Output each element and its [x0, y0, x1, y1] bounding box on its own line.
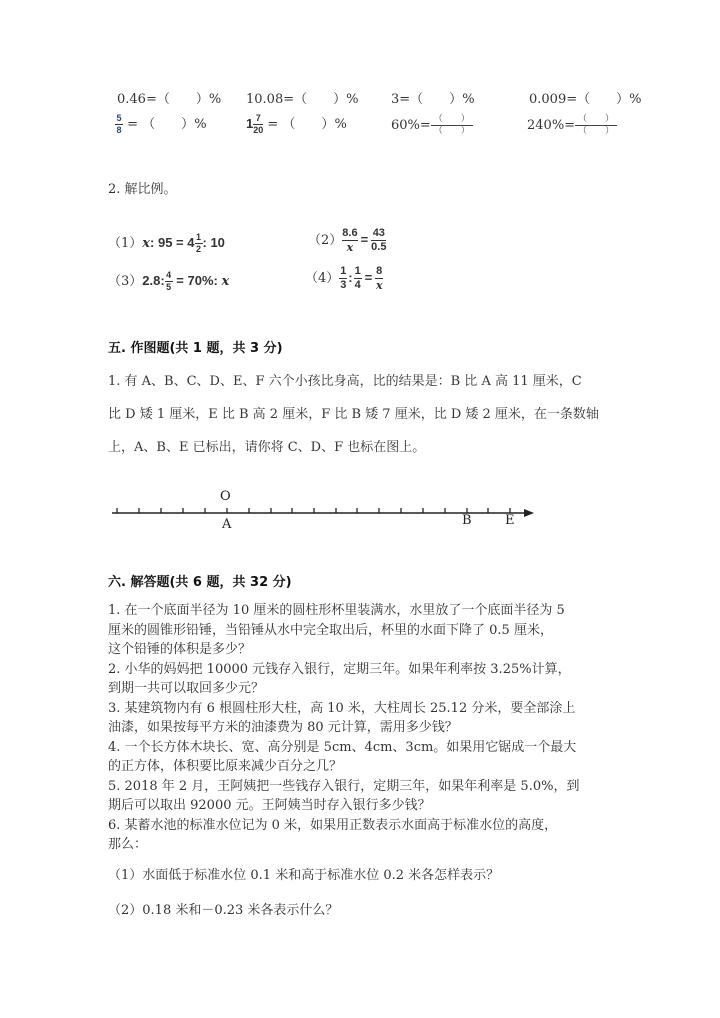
question-line: 到期一共可以取回多少元？	[108, 681, 265, 696]
unit: %	[629, 92, 642, 107]
question-line: 1. 在一个底面半径为 10 厘米的圆柱形杯里装满水，水里放了一个底面半径为 5	[108, 603, 565, 618]
question-line: 5. 2018 年 2 月，王阿姨把一些钱存入银行，定期三年，如果年利率是 5.0%，到	[108, 778, 580, 794]
conversion-item-3	[391, 88, 475, 107]
answer-blank[interactable]: （ ）	[156, 92, 209, 107]
expr: 3=	[391, 92, 411, 107]
question-line: 2. 小华的妈妈把 10000 元钱存入银行，定期三年。如果年利率按 3.25%计算，	[108, 661, 571, 677]
section-title-drawing: 五. 作图题(共 1 题，共 3 分)	[108, 341, 283, 356]
point-label-e: E	[505, 513, 515, 528]
answer-blank[interactable]: （ ）	[294, 92, 347, 107]
sub-question-2: （2）0.18 米和－0.23 米各表示什么？	[108, 903, 339, 918]
expr: 0.009=	[529, 92, 578, 107]
origin-label: O	[220, 489, 231, 504]
question-line: 4. 一个长方体木块长、宽、高分别是 5cm、4cm、3cm。如果用它锯成一个最大	[108, 739, 577, 755]
expr: 10.08=	[246, 92, 295, 107]
unit: %	[346, 92, 359, 107]
proportion-item-2: （2） $\frac{8.6}{x}$ = $\frac{43}{0.5}$	[308, 227, 387, 254]
section5-question-line-1: 1. 有 A、B、C、D、E、F 六个小孩比身高，比的结果是：B 比 A 高 11 厘米，C	[108, 374, 582, 389]
point-label-b: B	[462, 513, 472, 528]
conversion-item-7: 60%= （ ） （ ）	[391, 115, 473, 136]
question-line: 的正方体，体积要比原来减少百分之几？	[108, 759, 343, 774]
question-line: 6. 某蓄水池的标准水位记为 0 米，如果用正数表示水面高于标准水位的高度，	[108, 817, 558, 833]
question-line: 那么：	[108, 837, 148, 852]
proportion-item-1: （1）x: 95 = 4 $\frac{1}{2}$ : 10	[108, 232, 225, 254]
question-line: 期后可以取出 92000 元。王阿姨当时存入银行多少钱？	[108, 798, 431, 813]
answer-blank[interactable]: （ ）	[577, 92, 630, 107]
answer-fraction-blank[interactable]: （ ） （ ）	[575, 115, 617, 136]
answer-fraction-blank[interactable]: （ ） （ ）	[431, 115, 473, 136]
proportion-item-3: （3）2.8: $\frac{4}{5}$ = 70%: x	[108, 270, 230, 292]
conversion-item-6: 1 $\frac{7}{20}$ = （ ）%	[246, 113, 347, 135]
section5-question-line-3: 上，A、B、E 已标出，请你将 C、D、F 也标在图上。	[108, 440, 426, 455]
conversion-item-4	[529, 88, 641, 107]
section6-questions	[108, 601, 579, 855]
question-line: 这个铅锤的体积是多少？	[108, 642, 252, 657]
sub-question-1: （1）水面低于标准水位 0.1 米和高于标准水位 0.2 米各怎样表示？	[108, 868, 500, 883]
conversion-item-2	[246, 88, 358, 107]
conversion-item-8: 240%= （ ） （ ）	[527, 115, 617, 136]
point-label-a: A	[222, 517, 232, 532]
section-title-answers: 六. 解答题(共 6 题，共 32 分)	[108, 575, 292, 590]
question-line: 油漆，如果按每平方米的油漆费为 80 元计算，需用多少钱？	[108, 720, 458, 735]
expr: 0.46=	[117, 92, 157, 107]
section5-question-line-2: 比 D 矮 1 厘米，E 比 B 高 2 厘米，F 比 B 矮 7 厘米，比 D 矮 2 厘米，在一条数轴	[108, 407, 599, 422]
question-line: 厘米的圆锥形铅锤，当铅锤从水中完全取出后，杯里的水面下降了 0.5 厘米，	[108, 622, 553, 638]
conversion-item-5: $\frac{5}{8}$ = （ ）%	[116, 113, 207, 135]
fraction: $\frac{7}{20}$	[253, 113, 264, 135]
answer-blank[interactable]: （ ）	[142, 117, 195, 132]
question-title: 2. 解比例。	[108, 182, 177, 197]
question-line: 3. 某建筑物内有 6 根圆柱形大柱，高 10 米，大柱周长 25.12 分米，要全部涂上	[108, 700, 576, 716]
answer-blank[interactable]: （ ）	[410, 92, 463, 107]
proportion-item-4: （4） $\frac{1}{3}$ : $\frac{1}{4}$ = $\frac{8}{x}$	[305, 265, 383, 292]
answer-blank[interactable]: （ ）	[282, 117, 335, 132]
conversion-item-1	[117, 88, 221, 107]
unit: %	[208, 92, 222, 107]
fraction: $\frac{5}{8}$	[116, 113, 122, 135]
unit: %	[462, 92, 475, 107]
